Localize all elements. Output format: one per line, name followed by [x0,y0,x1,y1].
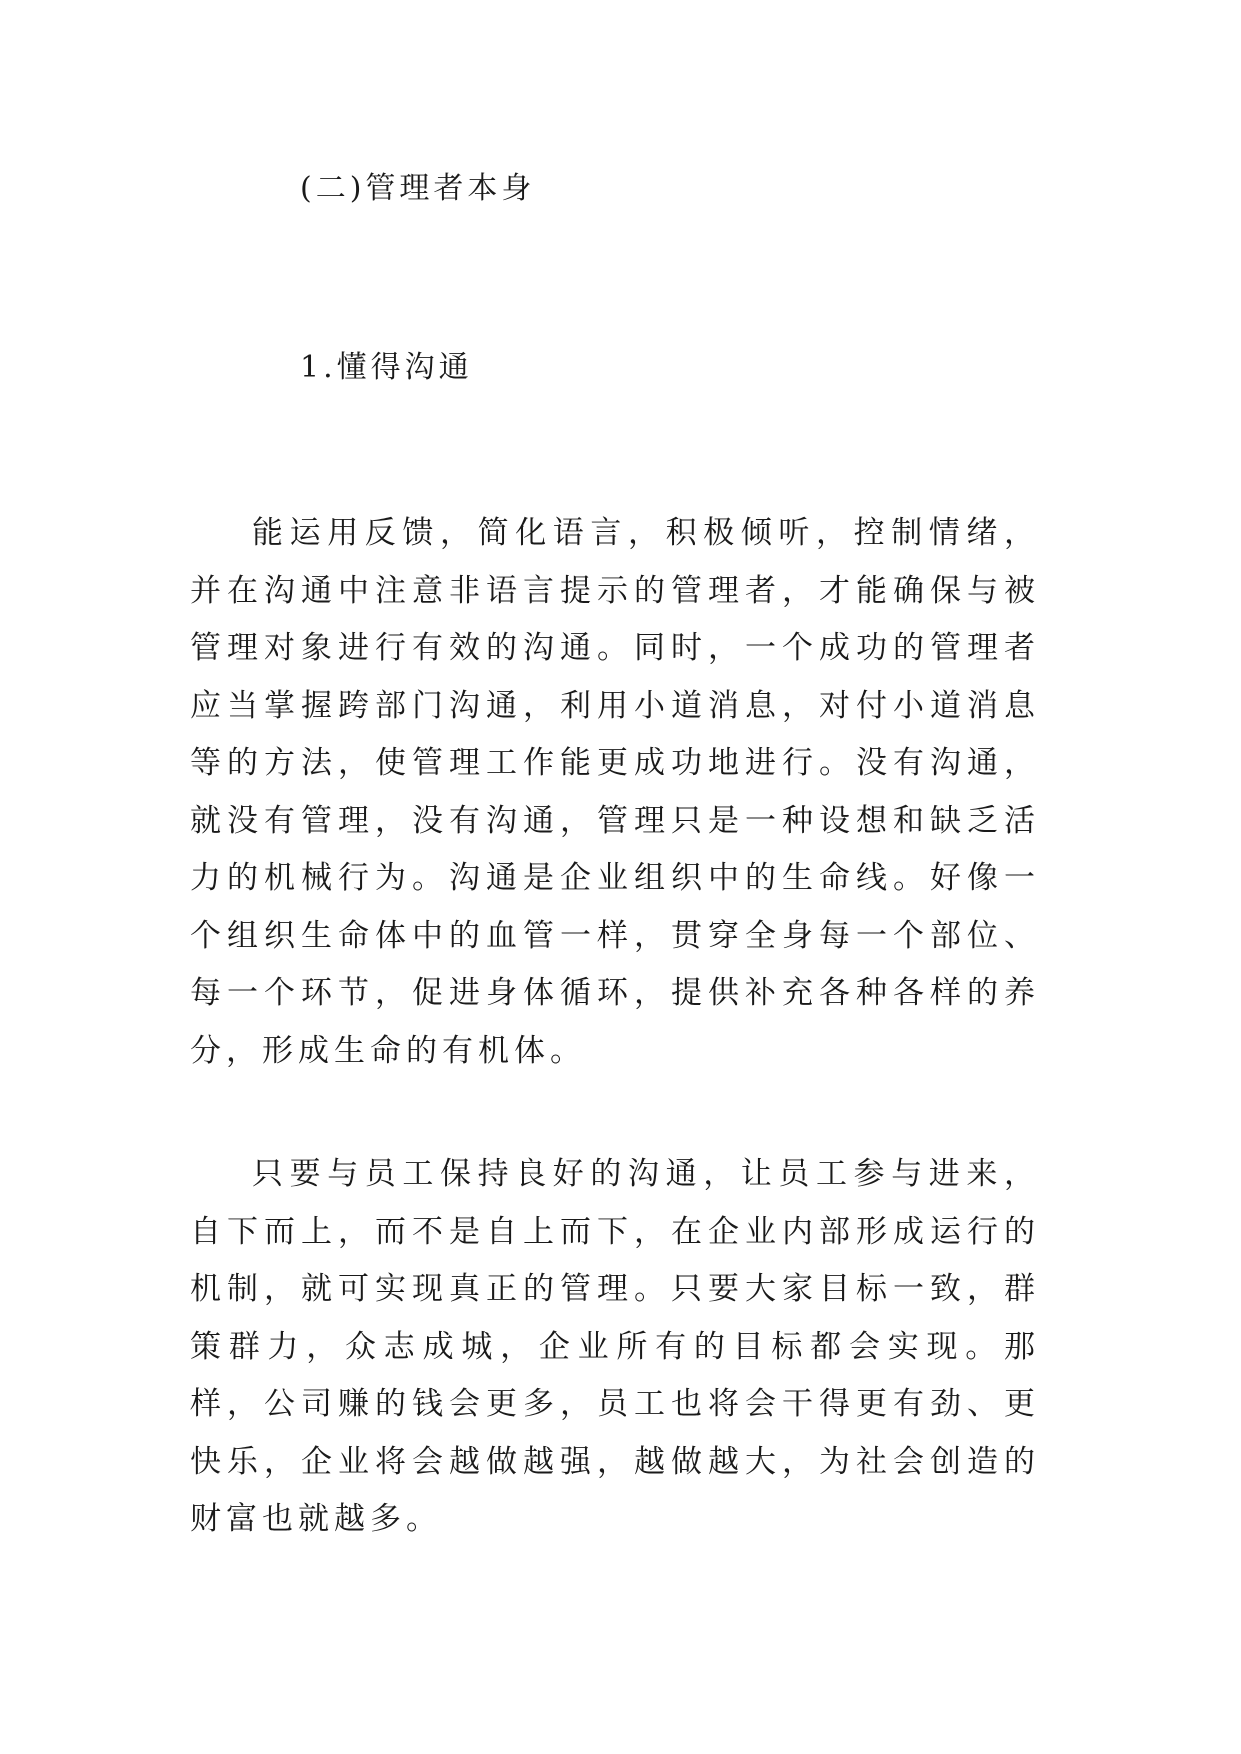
paragraph-employee-engagement: 只要与员工保持良好的沟通，让员工参与进来，自下而上，而不是自上而下，在企业内部形成运行的机制，就可实现真正的管理。只要大家目标一致，群策群力，众志成城，企业所有的目标都会实现。那样，公司赚的钱会更多，员工也将会干得更有劲、更快乐，企业将会越做越强，越做越大，为社会创造的财富也就越多。 [190,1156,1040,1537]
paragraph-communication-skills: 能运用反馈，简化语言，积极倾听，控制情绪，并在沟通中注意非语言提示的管理者，才能确保与被管理对象进行有效的沟通。同时，一个成功的管理者应当掌握跨部门沟通，利用小道消息，对付小道消息等的方法，使管理工作能更成功地进行。没有沟通，就没有管理，没有沟通，管理只是一种设想和缺乏活力的机械行为。沟通是企业组织中的生命线。好像一个组织生命体中的血管一样，贯穿全身每一个部位、每一个环节，促进身体循环，提供补充各种各样的养分，形成生命的有机体。 [190,515,1040,1069]
section-heading: (二)管理者本身 [300,171,536,206]
subsection-heading: 1.懂得沟通 [300,350,473,385]
